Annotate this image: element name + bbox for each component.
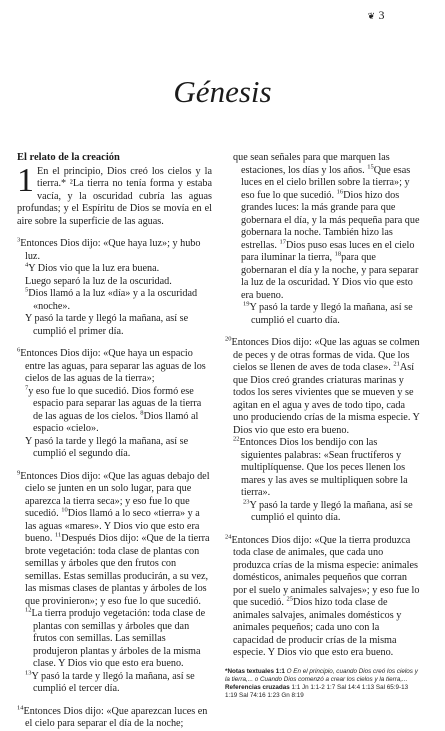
- verse-number: 3: [17, 236, 21, 244]
- verse-text: Y pasó la tarde y llegó la mañana, así se cumplió el primer día.: [25, 313, 189, 337]
- verse-text: La tierra produjo vegetación: toda clase de plantas con semillas y árboles que dan frutos con semillas. Las semillas produjeron plantas y árboles de la misma clase. Y Dios vio que esto era bueno.: [31, 608, 206, 669]
- verse-text: Entonces Dios dijo: «Que la tierra produzca toda clase de animales, que cada uno produzca crías de la misma especie: animales domésticos, animales pequeños que corran por el suelo y animales salvajes»; y eso fue lo que sucedió.: [231, 534, 420, 608]
- verse-text: Y pasó la tarde y llegó la mañana, así se cumplió el tercer día.: [31, 670, 195, 694]
- verse-number: 11: [55, 531, 62, 539]
- verse-text: Después Dios dijo: «Que de la tierra brote vegetación: toda clase de plantas con semillas y árboles que den frutos con semillas. Estas semillas producirán, a su vez, las mismas clases de plantas y árboles de los que provinieron»; y eso fue lo que sucedió.: [25, 533, 210, 607]
- verse-text: Dios hizo dos grandes luces: la más grande para que gobernara el día, y la más pequeña para que gobernara la noche. También hizo las estrellas.: [241, 189, 420, 251]
- verse-text: Y pasó la tarde y llegó la mañana, así se cumplió el cuarto día.: [249, 302, 413, 326]
- verse-number: 12: [25, 606, 32, 614]
- verses-14-19: [225, 152, 420, 327]
- verse-text: Y Dios vio que la luz era buena.: [28, 263, 160, 274]
- verse-number: 20: [225, 335, 232, 343]
- verse-number: 21: [393, 360, 400, 368]
- cross-references: [225, 684, 420, 692]
- notes-label: *Notas textuales: [225, 667, 274, 675]
- verses-24-25: [225, 535, 420, 660]
- verse-text: para que gobernaran el día y la noche, y para separar la luz de la oscuridad. Y Dios vio que esto era bueno.: [241, 252, 419, 301]
- verse-text: Entonces Dios dijo: «Que las aguas debajo del cielo se junten en un solo lugar, para que aparezca la tierra seca»; y eso fue lo que sucedió.: [20, 470, 210, 519]
- book-title: Génesis: [173, 74, 272, 109]
- notes-ref: 1:1: [275, 667, 285, 675]
- cross-refs-label: Referencias cruzadas: [225, 683, 290, 691]
- cross-refs-line: 1:19 Sal 74:16 1:23 Gn 8:19: [225, 691, 304, 699]
- notes-text: O En el principio, cuando Dios creó los cielos y la tierra,... o Cuando Dios comenzó a crear los cielos y la tierra,...: [225, 667, 418, 683]
- footnotes: [225, 668, 420, 700]
- verse-text: Y pasó la tarde y llegó la mañana, así se cumplió el segundo día.: [25, 435, 189, 459]
- verse-text: Entonces Dios los bendijo con las siguientes palabras: «Sean fructíferos y multiplíquense. Que los peces llenen los mares y las aves se multipliquen sobre la tierra».: [239, 437, 408, 498]
- verse-1: [17, 161, 212, 229]
- verse-text: Que esas luces en el cielo brillen sobre la tierra»; y eso fue lo que sucedió.: [241, 164, 411, 201]
- verse-text: Entonces Dios dijo: «Que haya luz»; y hubo luz.: [20, 238, 201, 262]
- verses-6-8: [17, 348, 212, 461]
- cross-refs-line: 1:1 Jn 1:1-2 1:7 Sal 14:4 1:13 Sal 65:9-13: [291, 683, 409, 691]
- right-column: [225, 152, 420, 700]
- verse-number: 14: [17, 704, 24, 712]
- verse-number: 10: [61, 506, 68, 514]
- verse-number: 9: [17, 469, 21, 477]
- verse-14: [17, 706, 212, 731]
- verses-20-23: [225, 337, 420, 525]
- verse-number: 22: [233, 435, 240, 443]
- verse-text: Dios llamó a la luz «día» y a la oscuridad «noche».: [28, 288, 198, 312]
- ornament-icon: ❦: [367, 11, 376, 21]
- verse-text: Dios puso esas luces en el cielo para iluminar la tierra,: [241, 239, 415, 263]
- verse-number: 24: [225, 533, 232, 541]
- verses-9-13: [17, 471, 212, 696]
- verse-text: Luego separó la luz de la oscuridad.: [25, 275, 172, 287]
- verse-number: 7: [25, 384, 29, 392]
- section-heading: El relato de la creación: [17, 152, 120, 163]
- verse-text: Dios llamó a lo seco «tierra» y a las aguas «mares». Y Dios vio que esto era bueno.: [25, 508, 200, 544]
- verse-text: Así que Dios creó grandes criaturas marinas y todos los seres vivientes que se mueven y se agitan en el agua y aves de todo tipo, cada uno produciendo crías de la misma especie. Y Dios vio que esto era bueno.: [233, 362, 420, 436]
- verses-3-5: [17, 238, 212, 338]
- verse-text: Entonces Dios dijo: «Que aparezcan luces en el cielo para separar el día de la noche;: [23, 705, 208, 729]
- verse-number: 23: [243, 498, 250, 506]
- verse-number: 19: [243, 300, 250, 308]
- verse-number: 4: [25, 261, 29, 269]
- chapter-number: 1: [17, 161, 34, 199]
- verse-text: En el principio, Dios creó los cielos y la tierra.* ²La tierra no tenía forma y estaba vacía, y la oscuridad cubría las aguas profundas; y el Espíritu de Dios se movía en el aire sobre la superficie de las aguas.: [17, 165, 212, 227]
- page-header: [367, 8, 385, 23]
- verse-number: 5: [25, 286, 29, 294]
- verse-text: Y pasó la tarde y llegó la mañana, así se cumplió el quinto día.: [249, 499, 413, 523]
- verse-text: Dios llamó al espacio «cielo».: [33, 410, 199, 434]
- verse-number: 15: [367, 163, 374, 171]
- page-number: 3: [378, 8, 385, 22]
- verse-number: 13: [25, 669, 32, 677]
- verse-text: que sean señales para que marquen las estaciones, los días y los años.: [233, 152, 390, 176]
- verse-number: 17: [279, 238, 286, 246]
- verse-number: 8: [140, 409, 144, 417]
- textual-notes: [225, 668, 420, 684]
- verse-number: 25: [286, 595, 293, 603]
- verse-number: 16: [336, 188, 344, 196]
- left-column: [17, 152, 212, 731]
- verse-number: 6: [17, 346, 21, 354]
- verse-text: Entonces Dios dijo: «Que haya un espacio entre las aguas, para separar las aguas de los cielos de las aguas de la tierra»;: [20, 348, 206, 384]
- verse-text: y eso fue lo que sucedió. Dios formó ese espacio para separar las aguas de la tierra de las aguas de los cielos.: [28, 385, 202, 422]
- verse-text: Entonces Dios dijo: «Que las aguas se colmen de peces y de otras formas de vida. Que los cielos se llenen de aves de toda clase».: [231, 337, 420, 373]
- verse-number: 18: [334, 250, 342, 258]
- verse-text: Dios hizo toda clase de animales salvajes, animales domésticos y animales pequeños; cada uno con la capacidad de producir crías de la misma especie. Y Dios vio que esto era bueno.: [233, 597, 402, 658]
